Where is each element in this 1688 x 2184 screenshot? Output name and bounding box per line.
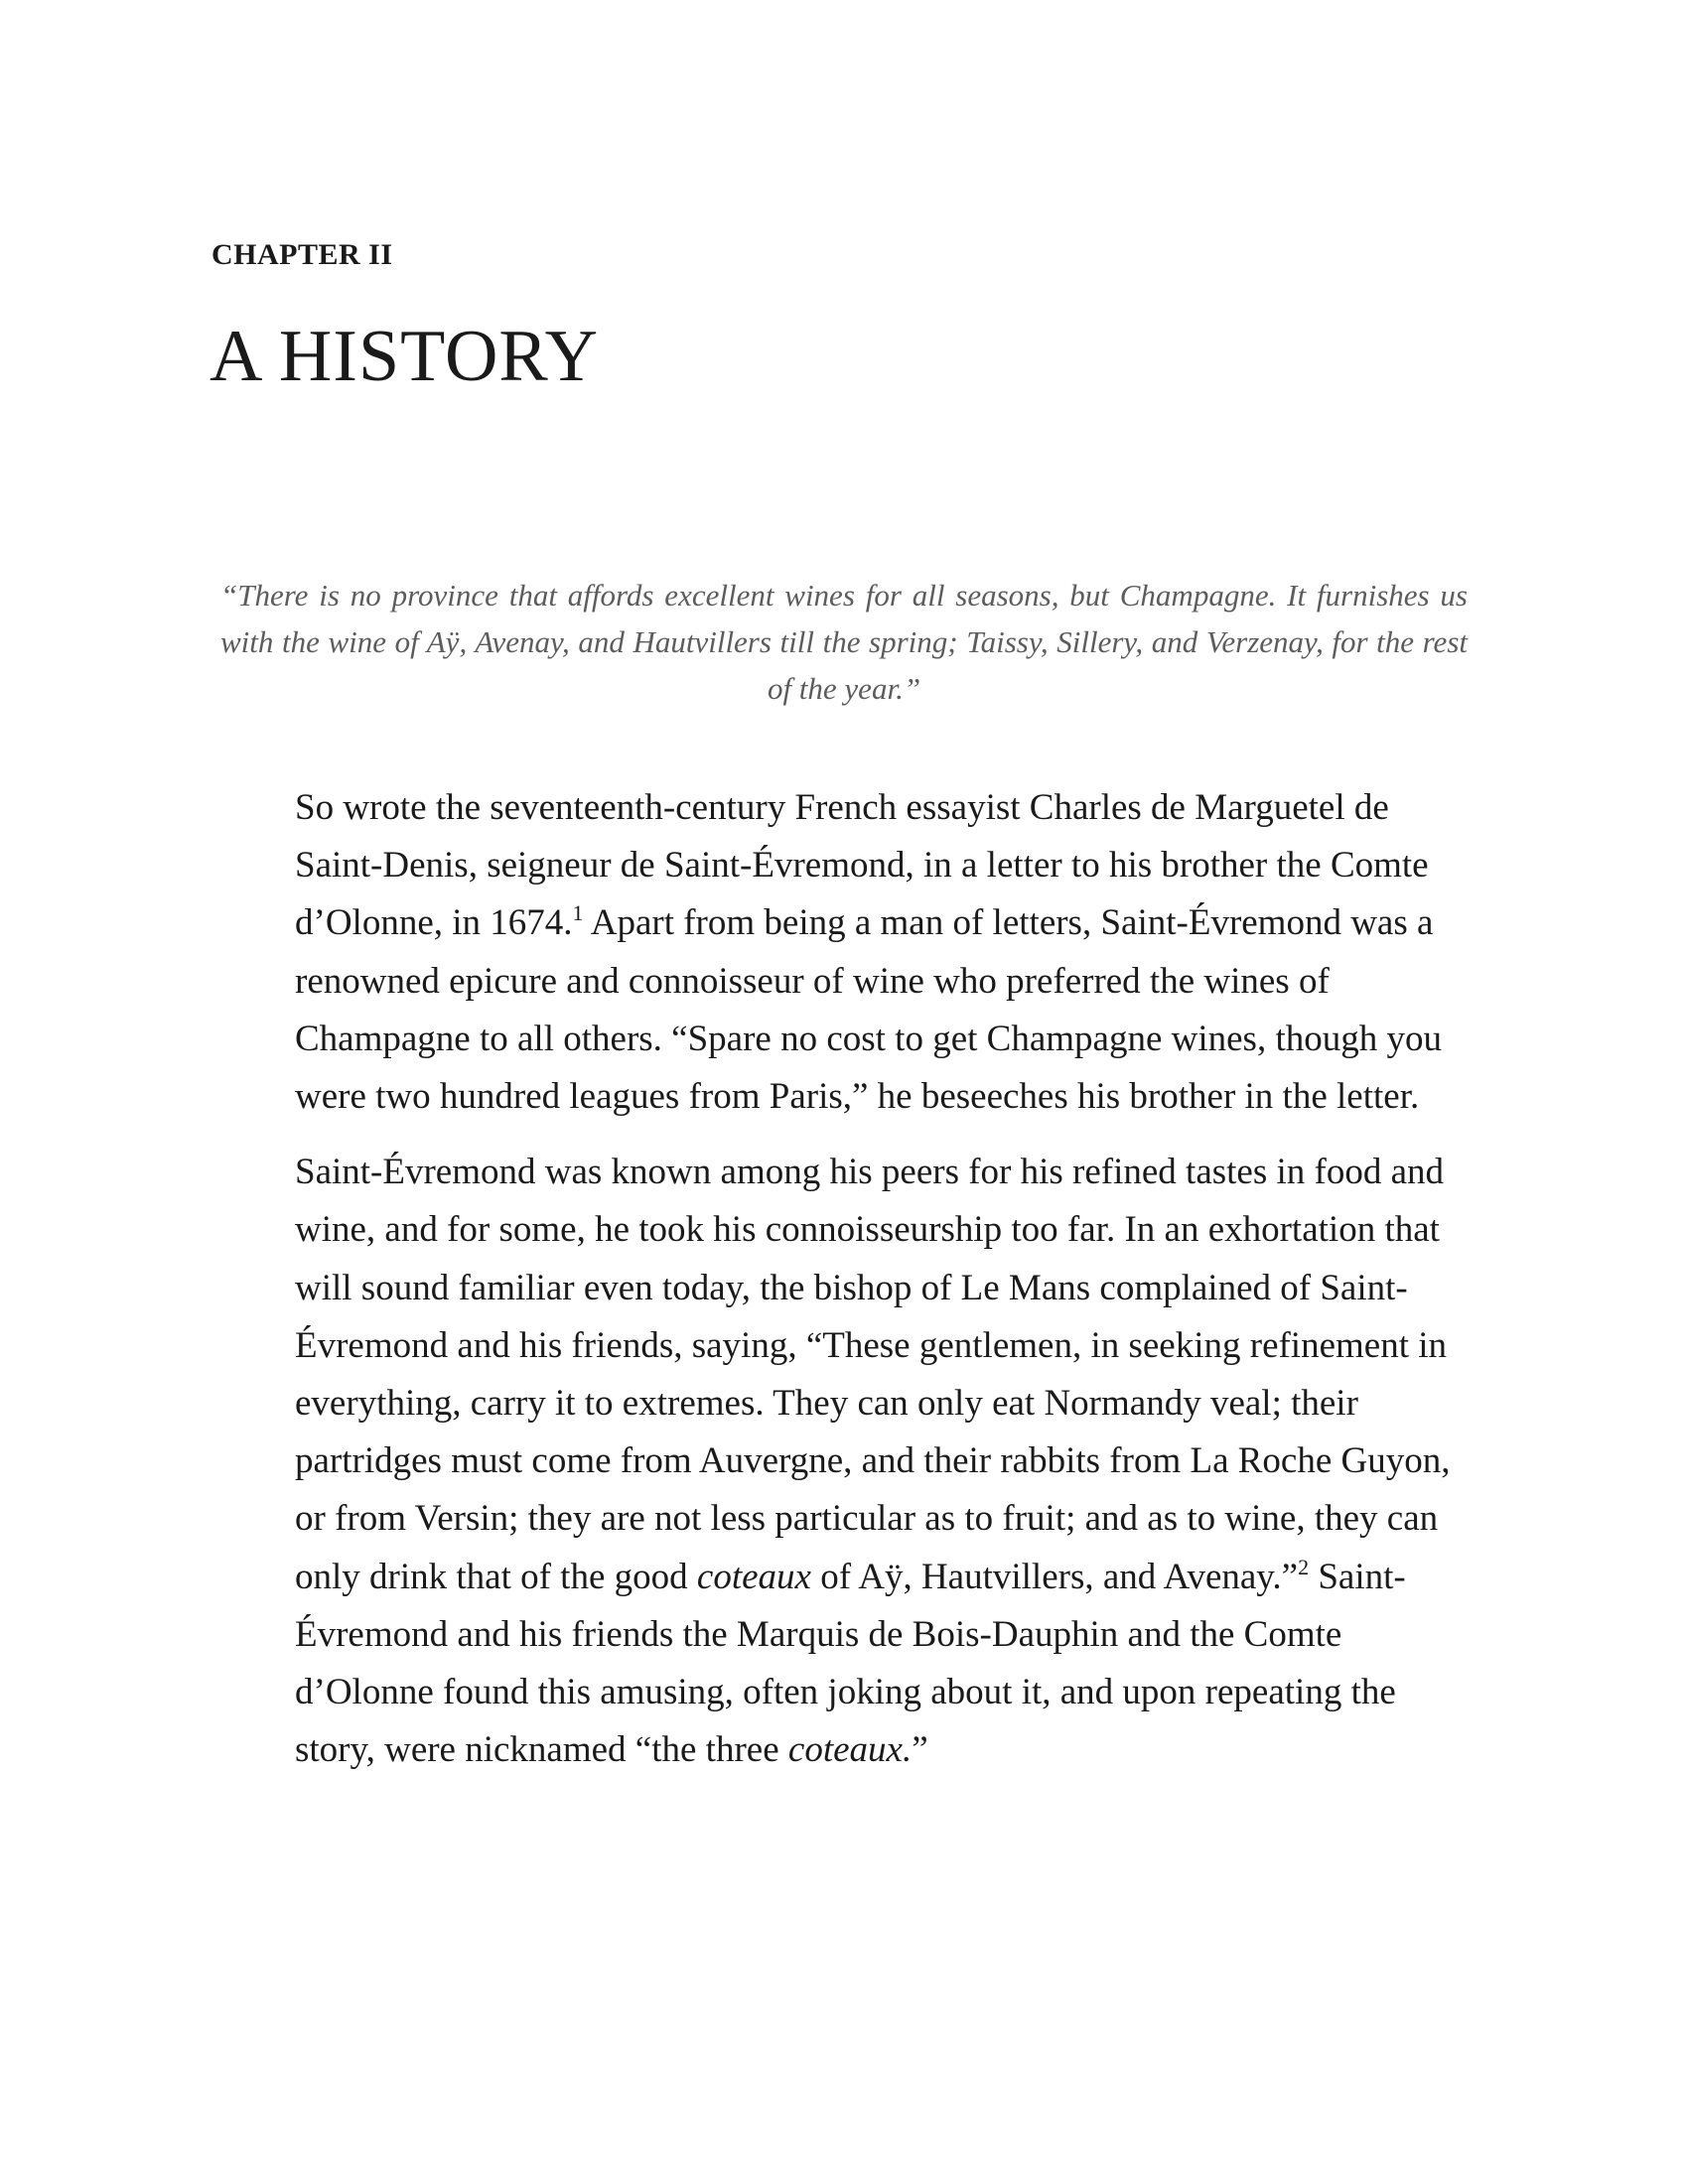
paragraph-2-text-b: of Aÿ, Hautvillers, and Avenay.” bbox=[810, 1556, 1299, 1597]
paragraph-2-italic-coteaux-2: coteaux. bbox=[787, 1729, 913, 1771]
paragraph-2 bbox=[295, 1144, 1477, 1779]
paragraph-2-text-c: Saint-Évremond and his friends the Marquis de Bois-Dauphin and the Comte d’Olonne found this amusing, often joking about it, and upon repeating the story, were nicknamed “the three bbox=[295, 1556, 1406, 1771]
paragraph-1-text-b: Apart from being a man of letters, Saint-Évremond was a renowned epicure and connoisseur of wine who preferred the wines of Champagne to all others. “Spare no cost to get Champagne wines, though you were two hundred leagues from Paris,” he beseeches his brother in the letter. bbox=[295, 902, 1442, 1118]
paragraph-2-text-a: Saint-Évremond was known among his peers for his refined tastes in food and wine, and for some, he took his connoisseurship too far. In an exhortation that will sound familiar even today, the bishop of Le Mans complained of Saint-Évremond and his friends, saying, “These gentlemen, in seeking refinement in everything, carry it to extremes. They can only eat Normandy veal; their partridges must come from Auvergne, and their rabbits from La Roche Guyon, or from Versin; they are not less particular as to fruit; and as to wine, they can only drink that of the good bbox=[295, 1152, 1451, 1597]
body-text bbox=[295, 779, 1477, 1797]
paragraph-2-text-d: ” bbox=[912, 1729, 928, 1771]
footnote-ref-1: 1 bbox=[572, 900, 584, 926]
paragraph-1 bbox=[295, 779, 1477, 1126]
chapter-label: CHAPTER II bbox=[211, 238, 393, 271]
paragraph-2-italic-coteaux: coteaux bbox=[696, 1556, 811, 1597]
chapter-title: A HISTORY bbox=[210, 316, 600, 397]
footnote-ref-2: 2 bbox=[1298, 1554, 1310, 1579]
epigraph-quote: “There is no province that affords excellent wines for all seasons, but Champagne. It furnishes us with the wine of Aÿ, Avenay, and Hautvillers till the spring; Taissy, Sillery, and Verzenay, for the rest of the year.” bbox=[220, 578, 1468, 706]
paragraph-1-text-a: So wrote the seventeenth-century French essayist Charles de Marguetel de Saint-Denis, seigneur de Saint-Évremond, in a letter to his brother the Comte d’Olonne, in 1674. bbox=[295, 787, 1429, 944]
